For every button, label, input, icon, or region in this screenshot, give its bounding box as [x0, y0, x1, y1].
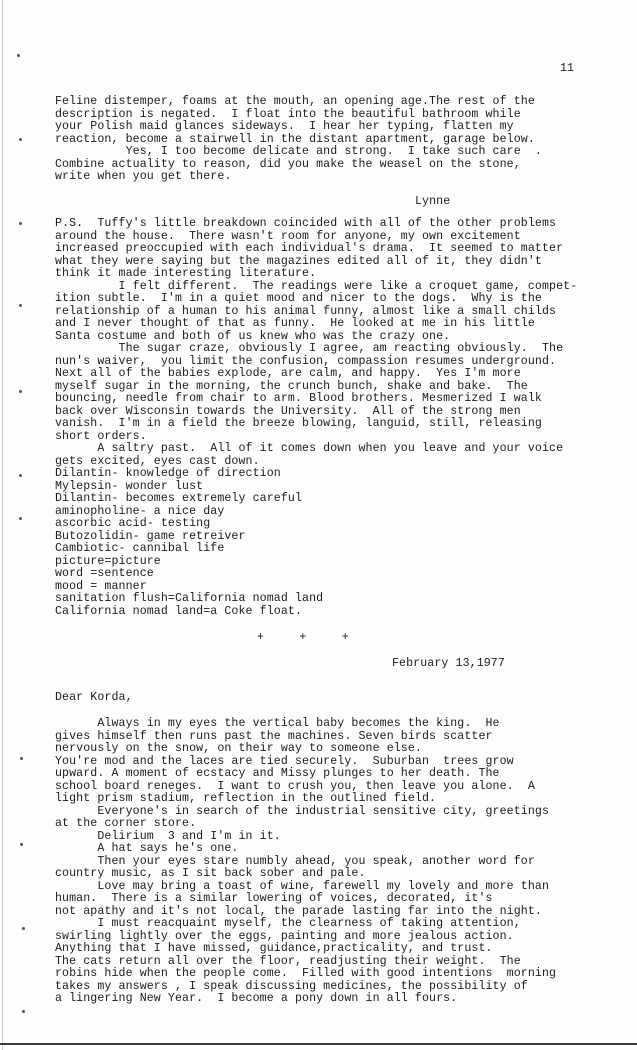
text-line: bouncing, needle from chair to arm. Blood brothers. Mesmerized I walk — [55, 392, 542, 405]
text-line: robins hide when the people come. Filled with good intentions morning — [55, 967, 557, 980]
text-line: nervously on the snow, on their way to someone else. — [55, 742, 422, 755]
page-number: 11 — [560, 62, 574, 75]
text-line: a lingering New Year. I become a pony down in all fours. — [55, 992, 458, 1005]
text-line: country music, as I sit back sober and pale. — [55, 867, 366, 880]
margin-mark — [19, 222, 22, 225]
text-line: Dilantin- becomes extremely careful — [55, 492, 303, 505]
text-line: Feline distemper, foams at the mouth, an opening age.The rest of the — [55, 95, 535, 108]
margin-mark — [20, 757, 23, 760]
text-line: Anything that I have missed, guidance,practicality, and trust. — [55, 942, 493, 955]
margin-mark — [22, 1010, 25, 1013]
text-line: ition subtle. I'm in a quiet mood and nicer to the dogs. Why is the — [55, 292, 542, 305]
text-line: gets excited, eyes cast down. — [55, 454, 260, 468]
text-line: A hat says he's one. — [55, 842, 239, 855]
text-line: + + + — [257, 631, 349, 644]
text-line: back over Wisconsin towards the University. All of the strong men — [55, 404, 521, 418]
margin-mark — [19, 138, 22, 141]
text-line: picture=picture — [55, 554, 161, 568]
text-line: California nomad land=a Coke float. — [55, 604, 303, 618]
text-line: Mylepsin- wonder lust — [55, 479, 204, 493]
text-line: increased preoccupied with each individual's drama. It seemed to matter — [55, 242, 564, 255]
text-line: Everyone's in search of the industrial sensitive city, greetings — [55, 804, 550, 818]
text-line: The sugar craze, obviously I agree, am reacting obviously. The — [55, 342, 564, 355]
text-line: reaction, become a stairwell in the distant apartment, garage below. — [55, 132, 535, 146]
text-line: Love may bring a toast of wine, farewell my lovely and more than — [55, 879, 550, 893]
text-line: sanitation flush=California nomad land — [55, 592, 324, 605]
text-line: Lynne — [415, 195, 451, 208]
text-line: swirling lightly over the eggs, painting and more jealous action. — [55, 929, 514, 943]
text-line: Always in my eyes the vertical baby becomes the king. He — [55, 717, 500, 730]
margin-mark — [22, 927, 25, 930]
text-line: think it made interesting literature. — [55, 267, 317, 280]
text-line: word =sentence — [55, 567, 154, 580]
margin-mark — [20, 843, 23, 846]
margin-mark — [19, 474, 22, 477]
text-line: ascorbic acid- testing — [55, 517, 211, 530]
text-line: gives himself then runs past the machines. Seven birds scatter — [55, 729, 493, 743]
text-line: what they were saying but the magazines edited all of it, they didn't — [55, 254, 542, 268]
page-left-edge — [2, 0, 3, 1050]
text-line: light prism stadium, reflection in the outlined field. — [55, 792, 437, 805]
text-line: Cambiotic- cannibal life — [55, 542, 225, 555]
text-line: Next all of the babies explode, are calm, and happy. Yes I'm more — [55, 367, 521, 380]
text-line: around the house. There wasn't room for anyone, my own excitement — [55, 229, 521, 243]
text-line: vanish. I'm in a field the breeze blowing, languid, still, releasing — [55, 417, 542, 430]
text-line: myself sugar in the morning, the crunch bunch, shake and bake. The — [55, 379, 528, 393]
text-line: Delirium 3 and I'm in it. — [55, 829, 281, 843]
text-line: Combine actuality to reason, did you make the weasel on the stone, — [55, 157, 521, 171]
margin-mark — [17, 54, 20, 57]
text-line: short orders. — [55, 429, 147, 443]
margin-mark — [19, 390, 22, 393]
text-line: Then your eyes stare numbly ahead, you speak, another word for — [55, 854, 535, 868]
text-line: human. There is a similar lowering of voices, decorated, it's — [55, 892, 493, 905]
text-line: You're mod and the laces are tied securely. Suburban trees grow — [55, 754, 514, 768]
text-line: I must reacquaint myself, the clearness of taking attention, — [55, 917, 521, 930]
text-line: Santa costume and both of us knew who was the crazy one. — [55, 329, 451, 343]
text-line: school board reneges. I want to crush you, then leave you alone. A — [55, 779, 535, 793]
text-line: takes my answers , I speak discussing medicines, the possibility of — [55, 979, 528, 993]
text-line: mood = manner — [55, 579, 147, 593]
text-line: A saltry past. All of it comes down when you leave and your voice — [55, 442, 564, 455]
text-line: I felt different. The readings were like a croquet game, compet- — [55, 279, 578, 293]
text-line: nun's waiver, you limit the confusion, compassion resumes underground. — [55, 354, 557, 368]
text-line: write when you get there. — [55, 170, 232, 183]
text-line: aminopholine- a nice day — [55, 504, 225, 518]
margin-mark — [19, 304, 22, 307]
text-line: Dilantin- knowledge of direction — [55, 467, 281, 480]
text-line: The cats return all over the floor, readjusting their weight. The — [55, 954, 521, 968]
text-line: Butozolidin- game retreiver — [55, 529, 246, 543]
text-line: Yes, I too become delicate and strong. I take such care . — [55, 145, 542, 158]
text-line: Dear Korda, — [55, 691, 133, 704]
margin-mark — [19, 517, 22, 520]
text-line: upward. A moment of ecstacy and Missy plunges to her death. The — [55, 767, 500, 780]
text-line: your Polish maid glances sideways. I hear her typing, flatten my — [55, 120, 514, 133]
text-line: at the corner store. — [55, 817, 197, 830]
text-line: and I never thought of that as funny. He looked at me in his little — [55, 317, 535, 330]
page-bottom-edge — [0, 1043, 637, 1045]
text-line: not apathy and it's not local, the parade lasting far into the night. — [55, 904, 542, 918]
text-line: relationship of a human to his animal funny, almost like a small childs — [55, 304, 557, 318]
text-line: P.S. Tuffy's little breakdown coincided with all of the other problems — [55, 217, 557, 230]
text-line: description is negated. I float into the beautiful bathroom while — [55, 107, 521, 121]
text-line: February 13,1977 — [392, 657, 505, 670]
